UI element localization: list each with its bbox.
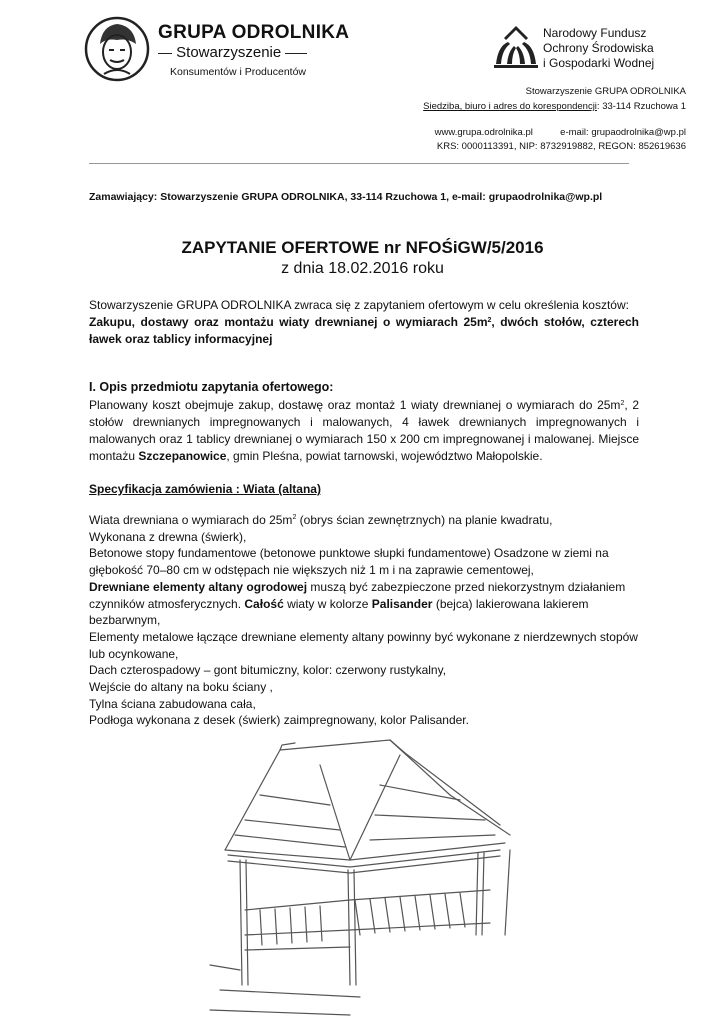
spec-item: Elementy metalowe łączące drewniane elementy altany powinny być wykonane z nierdzewnych stopów lub ocynkowane, bbox=[89, 629, 638, 661]
section-heading: I. Opis przedmiotu zapytania ofertowego: bbox=[89, 380, 334, 394]
fund-name-line3: i Gospodarki Wodnej bbox=[543, 56, 655, 70]
spec-list bbox=[89, 512, 649, 729]
contact-line bbox=[435, 127, 686, 138]
address-line: Siedziba, biuro i adres do korespondencji: 33-114 Rzuchowa 1 bbox=[423, 101, 686, 112]
gazebo-sketch bbox=[200, 735, 535, 1020]
org-name: GRUPA ODROLNIKA bbox=[158, 22, 350, 43]
fund-name-line1: Narodowy Fundusz bbox=[543, 26, 647, 40]
fund-logo-icon bbox=[492, 24, 540, 70]
email-link[interactable]: e-mail: grupaodrolnika@wp.pl bbox=[560, 127, 686, 138]
section-description: Planowany koszt obejmuje zakup, dostawę oraz montaż 1 wiaty drewnianej o wymiarach do $25m^2$, 2 stołów drewnianych impregnowanych i malowanych, 4 ławek drewnianych impregnowanych i malowanych oraz 1 tablicy drewnianej o wymiarach 150 x 200 cm impregnowanej i malowanej. Miejsce montażu Szczepanowice, gmin Pleśna, powiat tarnowski, województwo Małopolskie. bbox=[89, 398, 640, 463]
org-tagline: Konsumentów i Producentów bbox=[170, 66, 306, 78]
org-logo-icon bbox=[84, 14, 150, 84]
org-subtitle: Stowarzyszenie bbox=[158, 44, 307, 61]
spec-item: Tylna ściana zabudowana cała, bbox=[89, 696, 256, 711]
spec-item: Dach czterospadowy – gont bitumiczny, kolor: czerwony rustykalny, bbox=[89, 663, 447, 678]
address-org: Stowarzyszenie GRUPA ODROLNIKA bbox=[525, 86, 686, 97]
spec-item: Drewniane elementy altany ogrodowej muszą być zabezpieczone przed niekorzystnym działaniem czynników atmosferycznych. Całość wiaty w kolorze Palisander (bejca) lakierowana lakierem bezbarwnym, bbox=[89, 579, 626, 628]
document-title: ZAPYTANIE OFERTOWE nr NFOŚiGW/5/2016 bbox=[181, 238, 544, 257]
spec-item: Wejście do altany na boku ściany , bbox=[89, 680, 273, 695]
intro-paragraph: Stowarzyszenie GRUPA ODROLNIKA zwraca się z zapytaniem ofertowym w celu określenia kosztów: Zakupu, dostawy oraz montażu wiaty drewnianej o wymiarach $25m^2$, dwóch stołów, czterech ławek oraz tablicy informacyjnej bbox=[89, 298, 639, 346]
header-divider bbox=[89, 163, 629, 164]
ordering-party: Zamawiający: Stowarzyszenie GRUPA ODROLNIKA, 33-114 Rzuchowa 1, e-mail: grupaodrolnika@wp.pl bbox=[89, 191, 603, 203]
fund-name-line2: Ochrony Środowiska bbox=[543, 41, 654, 55]
website-link[interactable]: www.grupa.odrolnika.pl bbox=[434, 127, 533, 138]
registry-ids: KRS: 0000113391, NIP: 8732919882, REGON: 852619636 bbox=[436, 141, 686, 152]
spec-heading: Specyfikacja zamówienia : Wiata (altana) bbox=[89, 482, 321, 496]
document-date: z dnia 18.02.2016 roku bbox=[281, 260, 444, 277]
spec-item: Wiata drewniana o wymiarach do $25m^2$ (obrys ścian zewnętrznych) na planie kwadratu, bbox=[89, 513, 553, 527]
spec-item: Podłoga wykonana z desek (świerk) zaimpregnowany, kolor Palisander. bbox=[89, 713, 469, 728]
spec-item: Betonowe stopy fundamentowe (betonowe punktowe słupki fundamentowe) Osadzone w ziemi na głębokość 70–80 cm w odstępach nie większych niż 1 m i na zaprawie cementowej, bbox=[89, 546, 609, 578]
spec-item: Wykonana z drewna (świerk), bbox=[89, 529, 247, 544]
